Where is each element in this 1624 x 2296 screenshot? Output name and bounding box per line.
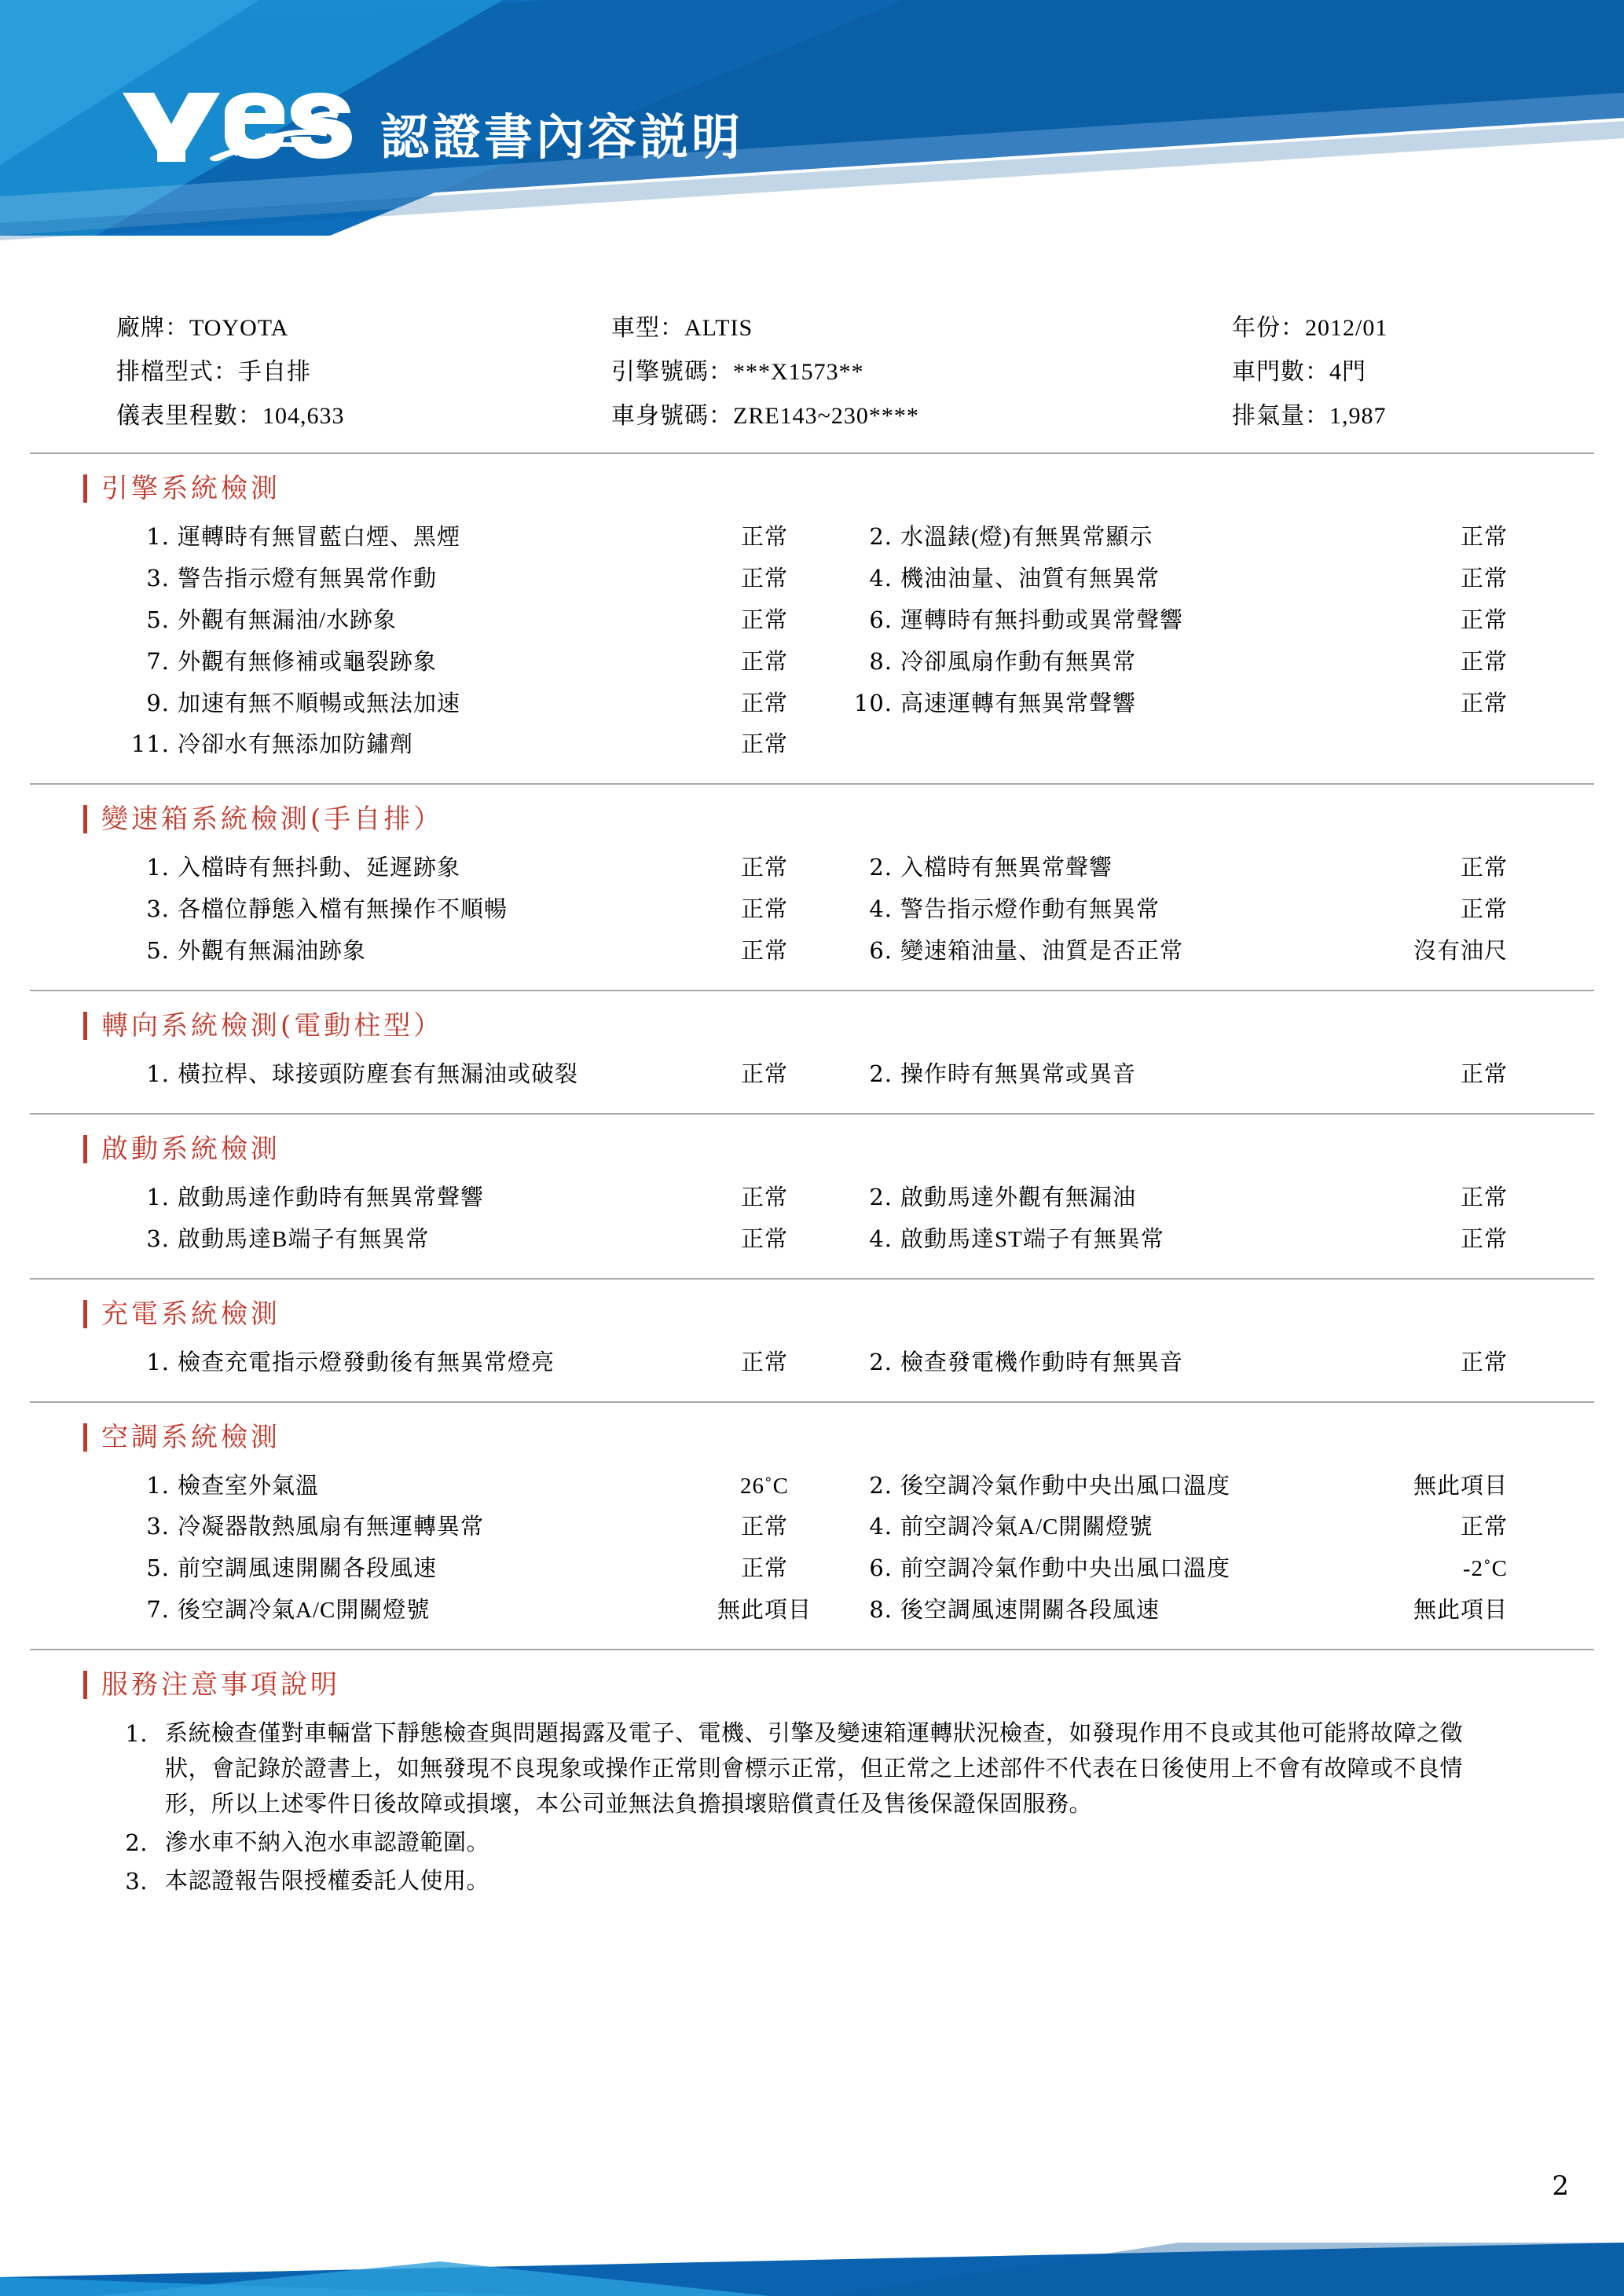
inspection-item xyxy=(839,647,1508,676)
vehicle-transmission: 排檔型式：手自排 xyxy=(116,359,311,385)
item-label: 後空調風速開關各段風速 xyxy=(900,1598,1160,1624)
item-label: 前空調冷氣作動中央出風口溫度 xyxy=(900,1556,1231,1582)
section-items xyxy=(30,512,1594,785)
item-number: 2. xyxy=(869,523,893,550)
vehicle-info-row xyxy=(116,350,1508,394)
item-value: 正常 xyxy=(740,690,788,716)
inspection-row xyxy=(116,642,1508,683)
section-title: 空調系統檢測 xyxy=(101,1421,280,1453)
item-label: 外觀有無漏油/水跡象 xyxy=(178,607,398,633)
item-label: 高速運轉有無異常聲響 xyxy=(900,690,1137,716)
item-number: 10. xyxy=(853,689,893,716)
item-number: 1. xyxy=(146,1471,170,1499)
item-label: 外觀有無修補或龜裂跡象 xyxy=(178,649,438,675)
inspection-row xyxy=(116,600,1508,642)
item-label: 變速箱油量、油質是否正常 xyxy=(900,939,1184,965)
inspection-item xyxy=(839,566,1508,592)
inspection-item xyxy=(116,1185,839,1211)
item-value: 正常 xyxy=(740,607,788,633)
section-title: 啟動系統檢測 xyxy=(101,1133,280,1165)
document-title: 認證書內容説明 xyxy=(380,108,744,166)
footer-banner-graphic xyxy=(0,2202,1624,2296)
vehicle-model: 車型：ALTIS xyxy=(611,315,753,341)
section-header xyxy=(30,1115,1594,1173)
inspection-item xyxy=(839,691,1508,717)
item-number: 2. xyxy=(869,1060,893,1088)
item-value: 正常 xyxy=(1460,525,1508,550)
item-value: 正常 xyxy=(1460,1062,1508,1088)
inspection-item xyxy=(116,1227,839,1253)
item-value: 正常 xyxy=(740,1349,788,1375)
item-label: 啟動馬達作動時有無異常聲響 xyxy=(178,1185,485,1210)
item-number: 3. xyxy=(146,1225,170,1252)
notes-list xyxy=(30,1708,1594,1902)
inspection-item xyxy=(116,691,839,717)
item-value: 正常 xyxy=(740,1185,788,1210)
page-header xyxy=(0,0,1624,306)
item-label: 操作時有無異常或異音 xyxy=(900,1062,1137,1088)
note-number: 2. xyxy=(125,1829,148,1856)
item-value: 正常 xyxy=(1460,897,1508,923)
item-label: 運轉時有無冒藍白煙、黑煙 xyxy=(178,525,461,550)
inspection-row xyxy=(116,1054,1508,1096)
section-items xyxy=(30,1049,1594,1115)
item-value: 正常 xyxy=(740,1062,788,1088)
item-value: 正常 xyxy=(740,525,788,550)
section-items xyxy=(30,1173,1594,1280)
section-header xyxy=(30,785,1594,843)
item-label: 入檔時有無異常聲響 xyxy=(900,855,1113,881)
item-number: 5. xyxy=(146,1554,170,1582)
inspection-row xyxy=(116,558,1508,600)
section-items xyxy=(30,843,1594,991)
item-value: 無此項目 xyxy=(1413,1598,1508,1624)
inspection-item xyxy=(116,939,839,965)
item-label: 啟動馬達ST端子有無異常 xyxy=(900,1226,1164,1252)
section-transmission xyxy=(30,785,1594,991)
section-items xyxy=(30,1461,1594,1651)
inspection-item xyxy=(116,1556,839,1582)
item-number: 2. xyxy=(869,854,893,881)
inspection-item xyxy=(116,647,839,676)
inspection-item xyxy=(839,1556,1508,1582)
item-label: 檢查室外氣溫 xyxy=(178,1473,320,1499)
section-title: 引擎系統檢測 xyxy=(101,473,280,504)
item-value: 正常 xyxy=(1460,607,1508,633)
vehicle-mileage: 儀表里程數：104,633 xyxy=(116,403,345,429)
inspection-row xyxy=(116,724,1508,766)
vehicle-brand: 廠牌：TOYOTA xyxy=(116,315,289,341)
page-number: 2 xyxy=(1552,2170,1569,2202)
item-number: 1. xyxy=(146,1060,170,1088)
item-label: 啟動馬達外觀有無漏油 xyxy=(900,1185,1137,1210)
note-text: 系統檢查僅對車輛當下靜態檢查與問題揭露及電子、電機、引擎及變速箱運轉狀況檢查，如發現作用不良或其他可能將故障之徵狀，會記錄於證書上，如無發現不良現象或操作正常則會標示正常，但正常之上述部件不代表在日後使用上不會有故障或不良情形，所以上述零件日後故障或損壞，本公司並無法負擔損壞賠償責任及售後保證保固服務。 xyxy=(165,1721,1464,1818)
inspection-item xyxy=(116,1514,839,1540)
item-number: 1. xyxy=(146,1183,170,1210)
inspection-item xyxy=(839,939,1508,965)
section-header xyxy=(30,1280,1594,1338)
item-number: 4. xyxy=(869,564,893,591)
inspection-row xyxy=(116,1219,1508,1261)
item-value: 正常 xyxy=(740,566,788,591)
document-body xyxy=(0,306,1624,1902)
inspection-row xyxy=(116,889,1508,931)
yes-logo-icon xyxy=(116,79,352,173)
inspection-item xyxy=(839,855,1508,881)
vehicle-year: 年份：2012/01 xyxy=(1232,315,1388,341)
item-number: 6. xyxy=(869,606,893,633)
item-number: 4. xyxy=(869,1513,893,1540)
item-label: 冷凝器散熱風扇有無運轉異常 xyxy=(178,1514,485,1540)
vehicle-info-row xyxy=(116,306,1508,350)
item-label: 冷卻風扇作動有無異常 xyxy=(900,649,1137,675)
inspection-item xyxy=(839,1227,1508,1253)
item-label: 運轉時有無抖動或異常聲響 xyxy=(900,607,1184,633)
item-value: 無此項目 xyxy=(1413,1473,1508,1499)
item-label: 水溫錶(燈)有無異常顯示 xyxy=(900,525,1153,550)
vehicle-door-count: 車門數：4門 xyxy=(1232,359,1366,385)
vehicle-vin: 車身號碼：ZRE143~230**** xyxy=(611,403,919,429)
inspection-row xyxy=(116,848,1508,889)
section-items xyxy=(30,1338,1594,1403)
note-item xyxy=(116,1825,1508,1864)
inspection-item xyxy=(116,1062,839,1088)
inspection-row xyxy=(116,931,1508,972)
note-number: 1. xyxy=(125,1720,148,1748)
item-number: 5. xyxy=(146,606,170,633)
section-accent-bar xyxy=(83,1135,87,1163)
inspection-row xyxy=(116,1507,1508,1548)
note-item xyxy=(116,1716,1508,1825)
item-number: 4. xyxy=(869,895,893,923)
section-accent-bar xyxy=(83,1671,87,1699)
item-number: 6. xyxy=(869,937,893,965)
item-value: 正常 xyxy=(1460,690,1508,716)
inspection-item xyxy=(839,1514,1508,1540)
inspection-row xyxy=(116,1342,1508,1384)
inspection-item xyxy=(116,608,839,634)
inspection-item xyxy=(839,1062,1508,1088)
item-label: 外觀有無漏油跡象 xyxy=(178,939,367,965)
item-value: -2˚C xyxy=(1462,1556,1508,1582)
section-header xyxy=(30,991,1594,1049)
section-charging xyxy=(30,1280,1594,1403)
item-number: 11. xyxy=(130,731,170,758)
brand-logo xyxy=(116,79,743,173)
inspection-item xyxy=(839,525,1508,551)
item-value: 正常 xyxy=(1460,1226,1508,1252)
inspection-row xyxy=(116,1590,1508,1631)
section-title: 轉向系統檢測(電動柱型） xyxy=(101,1010,444,1042)
item-value: 無此項目 xyxy=(717,1598,812,1624)
item-label: 各檔位靜態入檔有無操作不順暢 xyxy=(178,897,508,923)
inspection-item xyxy=(839,608,1508,634)
item-label: 橫拉桿、球接頭防塵套有無漏油或破裂 xyxy=(178,1062,579,1088)
section-header xyxy=(30,1403,1594,1461)
section-title: 充電系統檢測 xyxy=(101,1298,280,1330)
inspection-item xyxy=(839,1471,1508,1500)
item-label: 入檔時有無抖動、延遲跡象 xyxy=(178,855,461,881)
item-value: 正常 xyxy=(1460,855,1508,881)
item-value: 正常 xyxy=(740,897,788,923)
item-label: 警告指示燈有無異常作動 xyxy=(178,566,438,591)
item-label: 檢查發電機作動時有無異音 xyxy=(900,1349,1184,1375)
note-number: 3. xyxy=(125,1867,148,1895)
inspection-item xyxy=(116,732,839,758)
section-accent-bar xyxy=(83,805,87,833)
item-value: 正常 xyxy=(1460,649,1508,675)
item-label: 冷卻水有無添加防鏽劑 xyxy=(178,732,414,758)
inspection-item xyxy=(839,897,1508,923)
item-label: 啟動馬達B端子有無異常 xyxy=(178,1226,430,1252)
item-value: 正常 xyxy=(740,732,788,758)
note-item xyxy=(116,1864,1508,1902)
item-value: 26˚C xyxy=(740,1473,789,1499)
inspection-item xyxy=(116,1598,839,1624)
item-label: 警告指示燈作動有無異常 xyxy=(900,897,1160,923)
item-label: 前空調冷氣A/C開關燈號 xyxy=(900,1514,1153,1540)
item-number: 3. xyxy=(146,1513,170,1540)
section-accent-bar xyxy=(83,1012,87,1040)
section-air-conditioning xyxy=(30,1403,1594,1651)
item-number: 4. xyxy=(869,1225,893,1252)
inspection-row xyxy=(116,683,1508,725)
item-number: 5. xyxy=(146,937,170,965)
item-label: 加速有無不順暢或無法加速 xyxy=(178,690,461,716)
item-number: 3. xyxy=(146,895,170,923)
note-text: 滲水車不納入泡水車認證範圍。 xyxy=(165,1829,490,1855)
vehicle-info-block xyxy=(30,306,1594,454)
item-value: 正常 xyxy=(1460,566,1508,591)
inspection-item xyxy=(116,1471,839,1500)
section-header xyxy=(30,1650,1594,1708)
inspection-item xyxy=(116,1350,839,1376)
item-number: 8. xyxy=(869,647,893,675)
page-footer xyxy=(0,2202,1624,2296)
section-title: 變速箱系統檢測(手自排） xyxy=(101,804,444,836)
item-value: 正常 xyxy=(1460,1514,1508,1540)
inspection-item xyxy=(839,1350,1508,1376)
section-accent-bar xyxy=(83,474,87,503)
inspection-item xyxy=(116,525,839,551)
inspection-row xyxy=(116,517,1508,558)
item-number: 7. xyxy=(146,647,170,675)
inspection-row xyxy=(116,1548,1508,1590)
item-label: 檢查充電指示燈發動後有無異常燈亮 xyxy=(178,1349,555,1375)
inspection-item xyxy=(116,855,839,881)
item-value: 正常 xyxy=(740,1226,788,1252)
item-label: 後空調冷氣A/C開關燈號 xyxy=(178,1598,431,1624)
item-number: 1. xyxy=(146,854,170,881)
item-number: 7. xyxy=(146,1596,170,1624)
inspection-item xyxy=(116,566,839,592)
item-number: 8. xyxy=(869,1596,893,1624)
item-number: 3. xyxy=(146,564,170,591)
section-engine xyxy=(30,454,1594,785)
section-accent-bar xyxy=(83,1423,87,1452)
item-number: 2. xyxy=(869,1183,893,1210)
item-value: 正常 xyxy=(740,855,788,881)
inspection-row xyxy=(116,1466,1508,1507)
section-service-notes xyxy=(30,1650,1594,1902)
item-value: 正常 xyxy=(740,649,788,675)
item-value: 正常 xyxy=(1460,1349,1508,1375)
item-number: 2. xyxy=(869,1471,893,1499)
item-value: 正常 xyxy=(740,939,788,965)
vehicle-engine-number: 引擎號碼：***X1573** xyxy=(611,359,864,385)
section-starter xyxy=(30,1115,1594,1280)
item-value: 正常 xyxy=(1460,1185,1508,1210)
item-number: 2. xyxy=(869,1348,893,1375)
inspection-item xyxy=(839,1598,1508,1624)
item-value: 沒有油尺 xyxy=(1413,939,1508,965)
inspection-row xyxy=(116,1177,1508,1219)
item-label: 機油油量、油質有無異常 xyxy=(900,566,1160,591)
item-number: 6. xyxy=(869,1554,893,1582)
section-steering xyxy=(30,991,1594,1115)
item-label: 前空調風速開關各段風速 xyxy=(178,1556,438,1582)
vehicle-info-row xyxy=(116,394,1508,438)
item-number: 9. xyxy=(146,689,170,716)
section-accent-bar xyxy=(83,1300,87,1328)
item-number: 1. xyxy=(146,1348,170,1375)
item-value: 正常 xyxy=(740,1514,788,1540)
vehicle-displacement: 排氣量：1,987 xyxy=(1232,403,1387,429)
note-text: 本認證報告限授權委託人使用。 xyxy=(165,1868,490,1894)
item-value: 正常 xyxy=(740,1556,788,1582)
inspection-item xyxy=(116,897,839,923)
inspection-item xyxy=(839,1185,1508,1211)
section-header xyxy=(30,454,1594,512)
item-label: 後空調冷氣作動中央出風口溫度 xyxy=(900,1473,1231,1499)
item-number: 1. xyxy=(146,523,170,550)
section-title: 服務注意事項說明 xyxy=(101,1669,340,1701)
